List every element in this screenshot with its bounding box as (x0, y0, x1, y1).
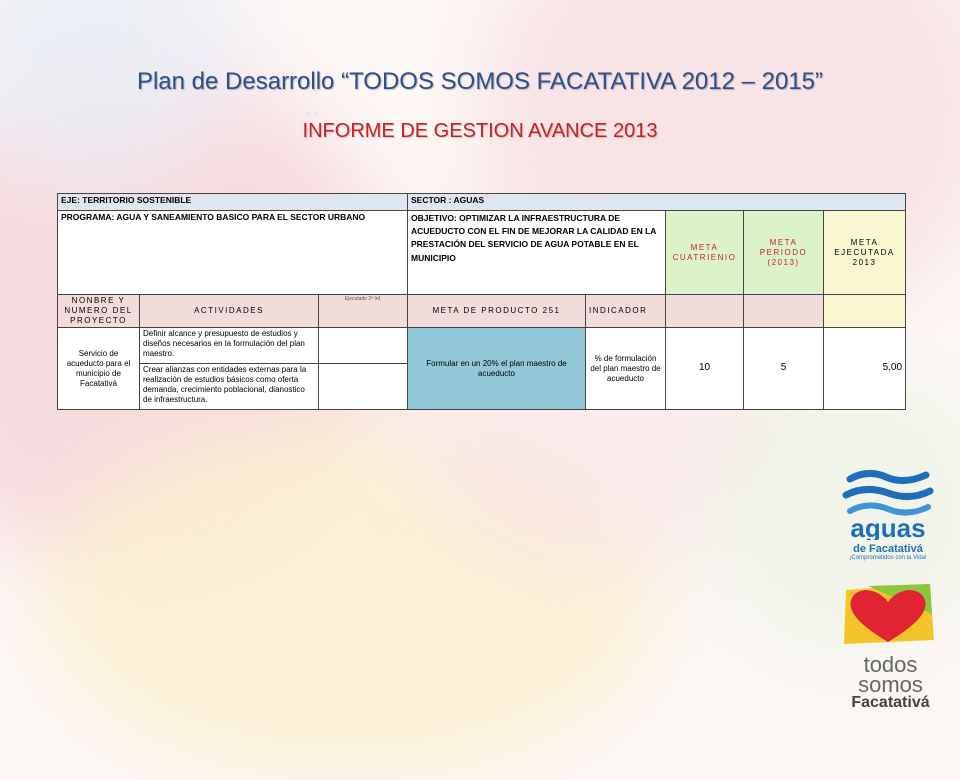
slide-title: Plan de Desarrollo “TODOS SOMOS FACATATIVA 2012 – 2015” (136, 68, 824, 95)
indicador-header: INDICADOR (586, 295, 666, 328)
empty-header-cell (744, 295, 824, 328)
meta-ejecutada-header: META EJECUTADA 2013 (824, 211, 906, 295)
report-table (57, 193, 906, 410)
todos-logo-line2: somos (858, 672, 923, 697)
water-waves-icon (838, 465, 938, 540)
todos-somos-logo (838, 580, 943, 720)
eje-cell: EJE: TERRITORIO SOSTENIBLE (58, 194, 408, 211)
ejecutado-cell (319, 364, 408, 410)
aguas-logo-line2: de Facatativá (853, 543, 923, 555)
actividad-1-cell: Definir alcance y presupuesto de estudios y diseños necesarios en la formulación del plan maestro. (140, 328, 319, 364)
meta-producto-cell: Formular en un 20% el plan maestro de acueducto (408, 328, 586, 410)
slide-subtitle: INFORME DE GESTION AVANCE 2013 (302, 120, 658, 142)
meta-producto-header: META DE PRODUCTO 251 (408, 295, 586, 328)
heart-icon (838, 580, 938, 650)
meta-periodo-value: 5 (744, 328, 824, 410)
sector-cell: SECTOR : AGUAS (408, 194, 906, 211)
ejecutado-header: Ejecutado 2º Inf. (319, 295, 408, 328)
meta-ejecutada-value: 5,00 (824, 328, 906, 410)
nombre-proyecto-header: NONBRE Y NUMERO DEL PROYECTO (58, 295, 140, 328)
ejecutado-cell (319, 328, 408, 364)
aguas-facatativa-logo (838, 465, 938, 575)
empty-header-cell (824, 295, 906, 328)
programa-cell: PROGRAMA: AGUA Y SANEAMIENTO BASICO PARA EL SECTOR URBANO (58, 211, 408, 295)
meta-periodo-header: META PERIODO (2013) (744, 211, 824, 295)
svg-text:aguas: aguas (850, 513, 926, 540)
empty-header-cell (666, 295, 744, 328)
actividad-2-cell: Crear alianzas con entidades externas para la realización de estudios básicos como oferta demanda, crecimiento poblacional, dianostico de infraestructura. (140, 364, 319, 410)
proyecto-cell: Servicio de acueducto para el municipio de Facatativá (58, 328, 140, 410)
meta-cuatrienio-value: 10 (666, 328, 744, 410)
todos-logo-line3: Facatativá (851, 694, 930, 711)
actividades-header: ACTIVIDADES (140, 295, 319, 328)
objetivo-cell: OBJETIVO: OPTIMIZAR LA INFRAESTRUCTURA DE ACUEDUCTO CON EL FIN DE MEJORAR LA CALIDAD EN LA PRESTACIÓN DEL SERVICIO DE AGUA POTABLE EN EL MUNICIPIO (408, 211, 666, 295)
meta-cuatrienio-header: META CUATRIENIO (666, 211, 744, 295)
aguas-logo-tagline: ¡Comprometidos con la Vida! (849, 555, 927, 561)
indicador-cell: % de formulación del plan maestro de acueducto (586, 328, 666, 410)
todos-logo-line1: todos (863, 652, 918, 677)
